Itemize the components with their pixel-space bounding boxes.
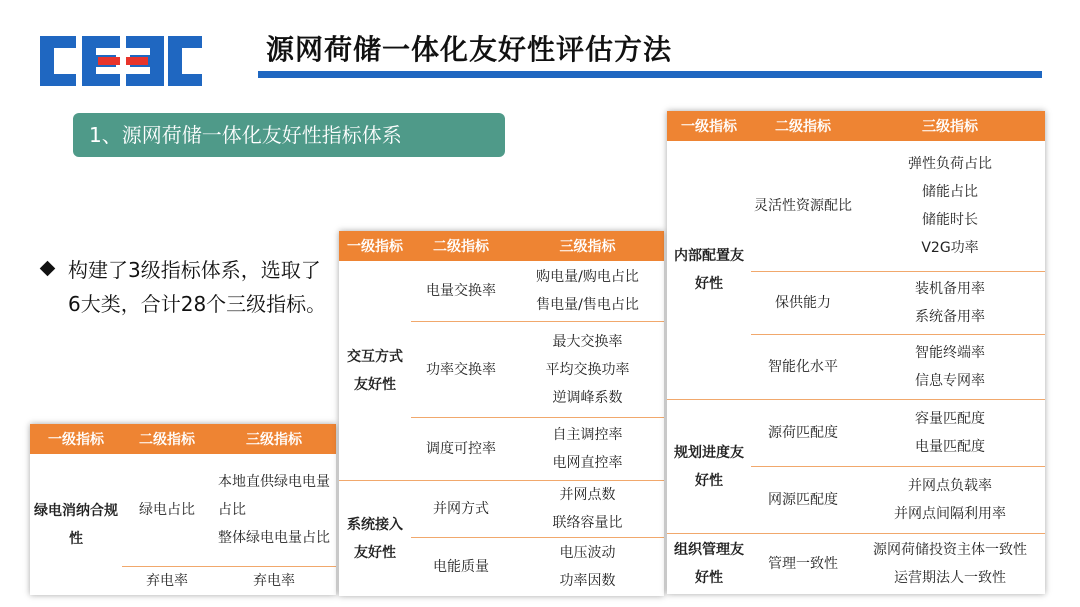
level3-item: 整体绿电电量占比: [218, 530, 330, 546]
header-level3: 三级指标: [511, 231, 664, 261]
level3-item: 电量匹配度: [915, 439, 985, 455]
level3-item: 功率因数: [559, 573, 616, 589]
level3-item: 储能占比: [922, 184, 978, 200]
level1-cell: 规划进度友好性: [667, 400, 751, 534]
level3-cell: [855, 141, 1045, 272]
level3-item: 并网点间隔利用率: [894, 506, 1006, 522]
level3-item: 电压波动: [559, 545, 616, 561]
level3-item: 最大交换率: [552, 333, 623, 350]
header-level1: 一级指标: [30, 424, 122, 454]
level3-cell: [855, 335, 1045, 400]
level3-item: 运营期法人一致性: [894, 570, 1006, 586]
level3-item: 储能时长: [922, 212, 978, 228]
level3-cell: [511, 261, 664, 322]
level2-cell: 保供能力: [751, 272, 855, 335]
level3-item: 系统备用率: [915, 309, 985, 325]
level3-item: 并网点负载率: [908, 478, 992, 494]
level3-cell: [511, 538, 664, 597]
level3-cell: [855, 400, 1045, 467]
level3-item: 智能终端率: [915, 345, 985, 361]
section-heading: 1、源网荷储一体化友好性指标体系: [73, 113, 505, 157]
title-underline: [258, 71, 1042, 78]
level3-item: 信息专网率: [915, 373, 985, 389]
header-level2: 二级指标: [122, 424, 212, 454]
level3-item: 容量匹配度: [915, 411, 985, 427]
diamond-bullet-icon: [40, 261, 56, 277]
ceec-logo: [38, 34, 204, 88]
level2-cell: 调度可控率: [411, 418, 511, 481]
level3-item: 电网直控率: [552, 455, 623, 471]
level2-cell: 功率交换率: [411, 322, 511, 418]
level3-cell: [511, 418, 664, 481]
level3-item: 弃电率: [253, 573, 295, 589]
level3-cell: [855, 467, 1045, 534]
middle-indicator-table: [339, 231, 664, 596]
level3-cell: [511, 322, 664, 418]
page-title: 源网荷储一体化友好性评估方法: [266, 33, 673, 66]
level3-cell: [855, 272, 1045, 335]
level3-item: 联络容量比: [552, 515, 623, 531]
summary-text: 构建了3级指标体系，选取了6大类，合计28个三级指标。: [68, 258, 327, 316]
level2-cell: 源荷匹配度: [751, 400, 855, 467]
header-level1: 一级指标: [339, 231, 411, 261]
header-level1: 一级指标: [667, 111, 751, 141]
header-level3: 三级指标: [212, 424, 336, 454]
level3-item: V2G功率: [921, 240, 979, 256]
level3-cell: [855, 534, 1045, 595]
level3-item: 弹性负荷占比: [908, 156, 992, 172]
level2-cell: 灵活性资源配比: [754, 198, 852, 214]
level1-cell: 交互方式友好性: [347, 348, 403, 393]
level3-cell: [212, 567, 336, 596]
header-level2: 二级指标: [411, 231, 511, 261]
level2-cell: 电能质量: [411, 538, 511, 597]
right-indicator-table: [667, 111, 1045, 594]
level2-cell: 绿电占比: [139, 502, 195, 518]
level3-item: 平均交换功率: [545, 361, 630, 378]
level3-item: 本地直供绿电电量占比: [218, 474, 330, 518]
level3-cell: [212, 454, 336, 567]
level2-cell: 管理一致性: [751, 534, 855, 595]
level3-item: 逆调峰系数: [552, 389, 623, 406]
level2-cell: 网源匹配度: [751, 467, 855, 534]
level3-item: 源网荷储投资主体一致性: [873, 542, 1027, 558]
level3-item: 售电量/售电占比: [536, 297, 639, 313]
header-level3: 三级指标: [855, 111, 1045, 141]
level1-cell: 系统接入友好性: [339, 481, 411, 597]
level2-cell: 电量交换率: [426, 283, 496, 299]
left-indicator-table: [30, 424, 336, 595]
level2-cell: 弃电率: [122, 567, 212, 596]
level3-item: 购电量/购电占比: [536, 269, 639, 285]
level1-cell: 组织管理友好性: [667, 534, 751, 595]
level3-item: 装机备用率: [915, 281, 985, 297]
level1-cell: 绿电消纳合规性: [34, 502, 118, 547]
level2-cell: 并网方式: [411, 481, 511, 538]
level3-cell: [511, 481, 664, 538]
level2-cell: 智能化水平: [751, 335, 855, 400]
level3-item: 并网点数: [559, 487, 616, 503]
level3-item: 自主调控率: [552, 427, 623, 443]
header-level2: 二级指标: [751, 111, 855, 141]
level1-cell: 内部配置友好性: [674, 248, 744, 292]
